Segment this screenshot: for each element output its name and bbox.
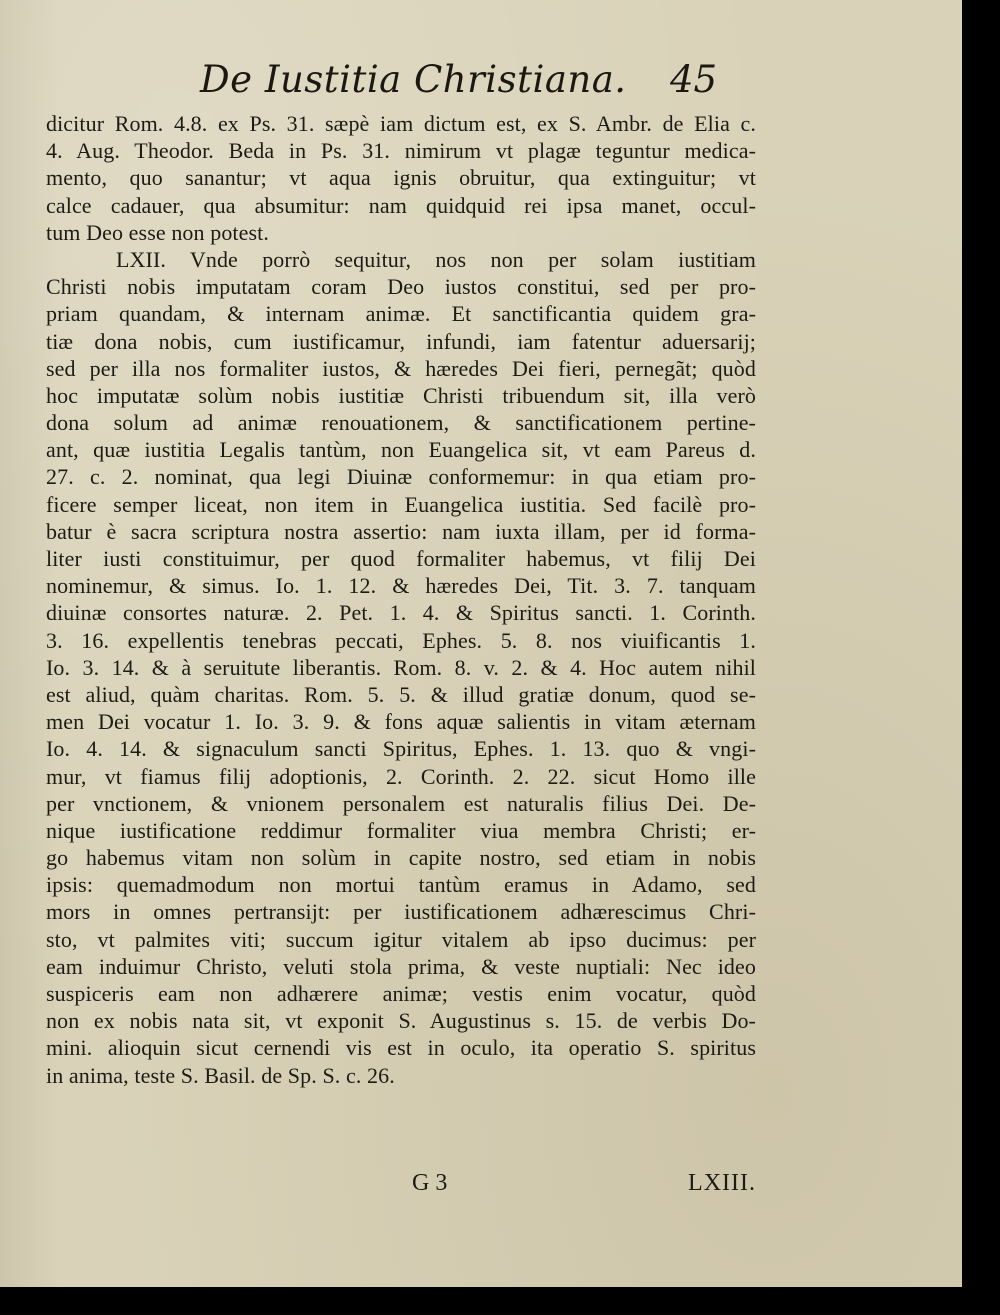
page-number: 45	[670, 58, 718, 101]
text-line: mento, quo sanantur; vt aqua ignis obruitur, qua extinguitur; vt	[46, 165, 756, 191]
text-line: est aliud, quàm charitas. Rom. 5. 5. & illud gratiæ donum, quod se-	[46, 681, 756, 707]
text-line: men Dei vocatur 1. Io. 3. 9. & fons aquæ salientis in vitam æternam	[46, 709, 756, 735]
text-line: go habemus vitam non solùm in capite nostro, sed etiam in nobis	[46, 845, 756, 871]
text-line: tum Deo esse non potest.	[46, 219, 269, 245]
running-title: De Iustitia Christiana.	[200, 58, 627, 101]
text-line: sto, vt palmites viti; succum igitur vitalem ab ipso ducimus: per	[46, 926, 756, 952]
text-line: batur è sacra scriptura nostra assertio: nam iuxta illam, per id forma-	[46, 518, 756, 544]
text-line: suspiceris eam non adhærere animæ; vestis enim vocatur, quòd	[46, 981, 756, 1006]
scan-background	[962, 0, 1000, 1315]
text-line: nominemur, & simus. Io. 1. 12. & hæredes Dei, Tit. 3. 7. tanquam	[46, 573, 756, 599]
text-line: dicitur Rom. 4.8. ex Ps. 31. sæpè iam dictum est, ex S. Ambr. de Elia c.	[46, 111, 756, 136]
text-line: ipsis: quemadmodum non mortui tantùm eramus in Adamo, sed	[46, 872, 756, 898]
text-line: Christi nobis imputatam coram Deo iustos constitui, sed per pro-	[46, 274, 756, 300]
page-footer	[46, 1170, 756, 1204]
text-line: dona solum ad animæ renouationem, & sanctificationem pertine-	[46, 410, 756, 436]
text-line: diuinæ consortes naturæ. 2. Pet. 1. 4. & Spiritus sancti. 1. Corinth.	[46, 600, 756, 626]
text-line: calce cadauer, qua absumitur: nam quidquid rei ipsa manet, occul-	[46, 192, 756, 218]
text-line: ficere semper liceat, non item in Euangelica iustitia. Sed facilè pro-	[46, 491, 756, 517]
page-header	[200, 58, 750, 108]
text-line: eam induimur Christo, veluti stola prima, & veste nuptiali: Nec ideo	[46, 953, 756, 979]
text-line: tiæ dona nobis, cum iustificamur, infundi, iam fatentur aduersarij;	[46, 328, 756, 354]
text-line: mors in omnes pertransijt: per iustificationem adhærescimus Chri-	[46, 899, 756, 925]
text-line: 3. 16. expellentis tenebras peccati, Ephes. 5. 8. nos viuificantis 1.	[46, 627, 756, 653]
text-line: mini. alioquin sicut cernendi vis est in oculo, ita operatio S. spiritus	[46, 1035, 756, 1061]
text-line: LXII. Vnde porrò sequitur, nos non per solam iustitiam	[116, 246, 756, 272]
text-line: per vnctionem, & vnionem personalem est naturalis filius Dei. De-	[46, 790, 756, 816]
text-line: Io. 3. 14. & à seruitute liberantis. Rom. 8. v. 2. & 4. Hoc autem nihil	[46, 654, 756, 680]
signature-mark: G 3	[412, 1170, 448, 1196]
text-line: nique iustificatione reddimur formaliter viua membra Christi; er-	[46, 817, 756, 843]
text-line: in anima, teste S. Basil. de Sp. S. c. 26.	[46, 1062, 395, 1088]
text-line: liter iusti constituimur, per quod formaliter habemus, vt filij Dei	[46, 546, 756, 571]
text-line: hoc imputatæ solùm nobis iustitiæ Christi tribuendum sit, illa verò	[46, 382, 756, 408]
body-text	[46, 110, 756, 1089]
text-line: ant, quæ iustitia Legalis tantùm, non Euangelica sit, vt eam Pareus d.	[46, 437, 756, 463]
catchword: LXIII.	[688, 1170, 756, 1196]
text-line: 4. Aug. Theodor. Beda in Ps. 31. nimirum vt plagæ teguntur medica-	[46, 138, 756, 164]
text-line: sed per illa nos formaliter iustos, & hæredes Dei fieri, pernegãt; quòd	[46, 355, 756, 381]
text-line: Io. 4. 14. & signaculum sancti Spiritus, Ephes. 1. 13. quo & vngi-	[46, 736, 756, 762]
text-line: non ex nobis nata sit, vt exponit S. Augustinus s. 15. de verbis Do-	[46, 1008, 756, 1034]
text-line: 27. c. 2. nominat, qua legi Diuinæ conformemur: in qua etiam pro-	[46, 464, 756, 490]
text-line: mur, vt fiamus filij adoptionis, 2. Corinth. 2. 22. sicut Homo ille	[46, 763, 756, 789]
text-line: priam quandam, & internam animæ. Et sanctificantia quidem gra-	[46, 301, 756, 327]
